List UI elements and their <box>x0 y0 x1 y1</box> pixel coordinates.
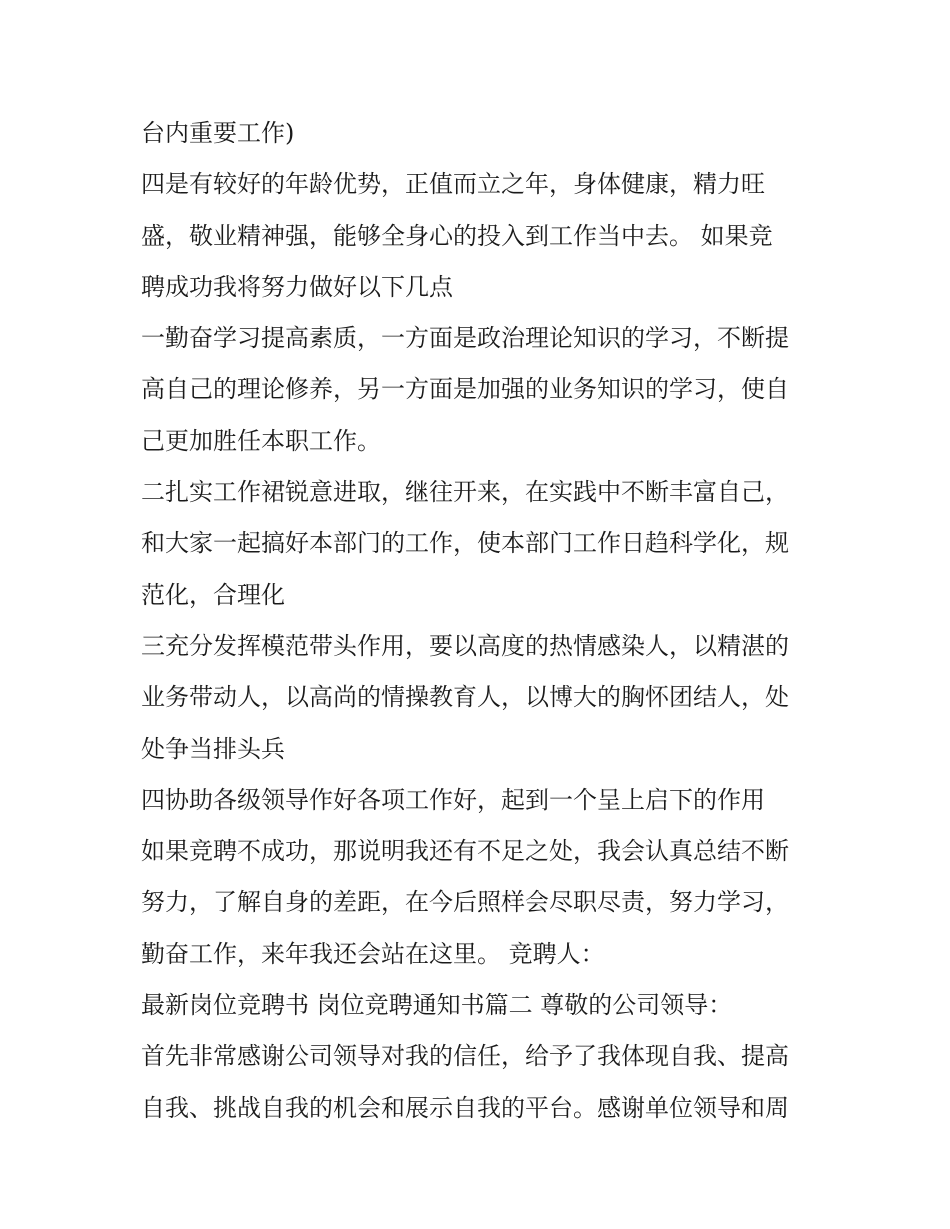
text-line: 四协助各级领导作好各项工作好，起到一个呈上启下的作用 <box>141 785 765 814</box>
text-line: 首先非常感谢公司领导对我的信任，给予了我体现自我、提高 <box>141 1042 789 1071</box>
text-line: 己更加胜任本职工作。 <box>141 426 381 455</box>
text-line: 一勤奋学习提高素质，一方面是政治理论知识的学习，不断提 <box>141 324 789 353</box>
text-line: 二扎实工作裙锐意进取，继往开来，在实践中不断丰富自己， <box>141 478 789 507</box>
text-line: 台内重要工作) <box>141 119 295 147</box>
text-line: 四是有较好的年龄优势，正值而立之年，身体健康，精力旺 <box>141 170 765 199</box>
text-line: 自我、挑战自我的机会和展示自我的平台。感谢单位领导和周 <box>141 1093 789 1122</box>
text-line: 处争当排头兵 <box>141 734 285 763</box>
text-line: 业务带动人，以高尚的情操教育人，以博大的胸怀团结人，处 <box>141 683 789 712</box>
text-line: 三充分发挥模范带头作用，要以高度的热情感染人，以精湛的 <box>141 631 789 660</box>
text-line: 最新岗位竞聘书 岗位竞聘通知书篇二 尊敬的公司领导： <box>141 991 733 1020</box>
text-line: 努力，了解自身的差距，在今后照样会尽职尽责，努力学习， <box>141 888 789 917</box>
text-line: 如果竞聘不成功，那说明我还有不足之处，我会认真总结不断 <box>141 837 789 866</box>
text-line: 聘成功我将努力做好以下几点 <box>141 272 453 301</box>
text-line: 勤奋工作，来年我还会站在这里。 竞聘人： <box>141 939 605 968</box>
document-body <box>141 108 821 1134</box>
text-line: 和大家一起搞好本部门的工作，使本部门工作日趋科学化，规 <box>141 529 789 558</box>
text-line: 盛，敬业精神强，能够全身心的投入到工作当中去。 如果竞 <box>141 221 773 250</box>
text-line: 高自己的理论修养，另一方面是加强的业务知识的学习，使自 <box>141 375 789 404</box>
text-line: 范化，合理化 <box>141 580 285 609</box>
